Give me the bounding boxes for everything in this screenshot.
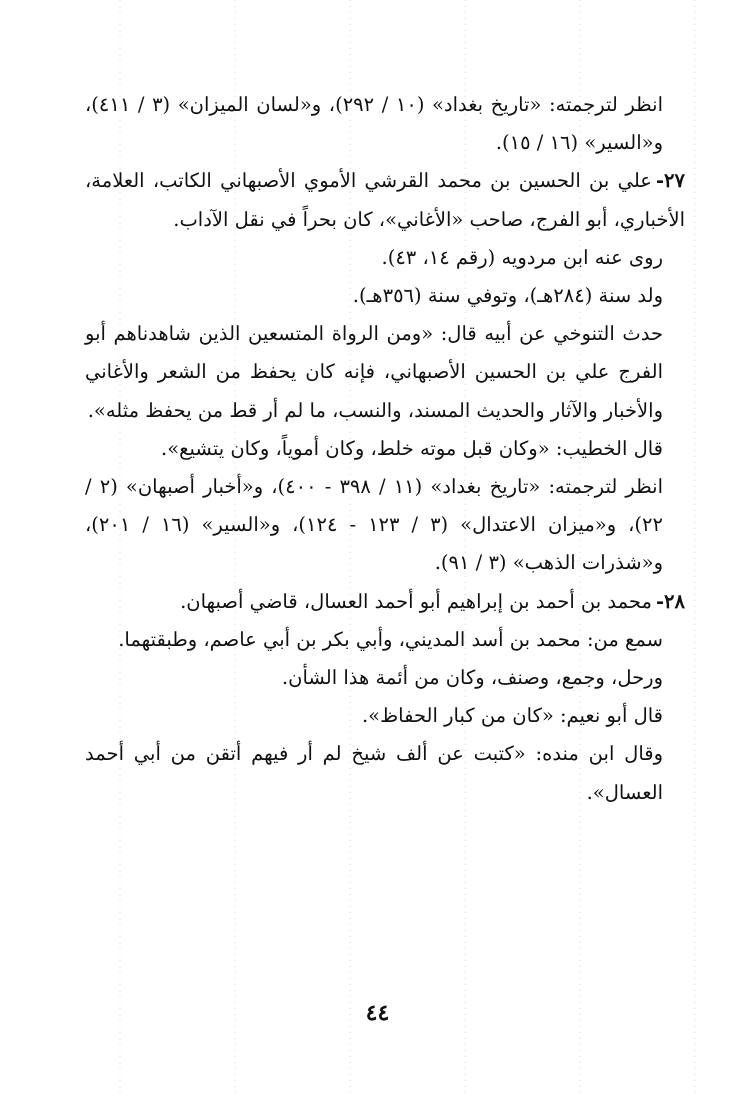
entry-28-body: [85, 621, 685, 812]
entry-27-line-2: ولد سنة (٢٨٤هـ)، وتوفي سنة (٣٥٦هـ).: [352, 284, 663, 308]
reference-line: انظر لترجمته: «تاريخ بغداد» (١٠ / ٢٩٢)، و«لسان الميزان» (٣ / ٤١١)، و«السير» (١٦ / ١٥).: [85, 93, 664, 155]
entry-27-body: [85, 239, 685, 583]
entry-28-number: ٢٨-: [655, 589, 685, 613]
entry-28-line-2: ورحل، وجمع، وصنف، وكان من أئمة هذا الشأن.: [281, 666, 663, 690]
entry-27-number: ٢٧-: [655, 169, 685, 193]
entry-28: [85, 583, 685, 812]
entry-28-line-4: وقال ابن منده: «كتبت عن ألف شيخ لم أر فيهم أتقن من أبي أحمد العسال».: [85, 742, 663, 804]
entry-27-line-3: حدث التنوخي عن أبيه قال: «ومن الرواة المتسعين الذين شاهدناهم أبو الفرج علي بن الحسين الأصبهاني، فإنه كان يحفظ من الشعر والأغاني والأخبار والآثار والحديث المسند، والنسب، ما لم أر قط من يحفظ مثله».: [85, 322, 663, 422]
entry-27-line-5: انظر لترجمته: «تاريخ بغداد» (١١ / ٣٩٨ - ٤٠٠)، و«أخبار أصبهان» (٢ / ٢٢)، و«ميزان الاعتدال» (٣ / ١٢٣ - ١٢٤)، و«السير» (١٦ / ٢٠١)، و«شذرات الذهب» (٣ / ٩١).: [85, 475, 663, 575]
entry-27-line-4: قال الخطيب: «وكان قبل موته خلط، وكان أموياً، وكان يتشيع».: [161, 436, 663, 460]
entry-28-line-1: سمع من: محمد بن أسد المديني، وأبي بكر بن أبي عاصم، وطبقتهما.: [118, 627, 663, 651]
entry-27-line-1: روى عنه ابن مردويه (رقم ١٤، ٤٣).: [381, 245, 663, 269]
page-number: ٤٤: [365, 1000, 390, 1026]
entry-27-header: [85, 162, 685, 238]
entry-27-header-text: علي بن الحسين بن محمد القرشي الأموي الأصبهاني الكاتب، العلامة، الأخباري، أبو الفرج، صاحب «الأغاني»، كان بحراً في نقل الآداب.: [85, 169, 685, 231]
entry-28-header-text: محمد بن أحمد بن إبراهيم أبو أحمد العسال، قاضي أصبهان.: [180, 589, 652, 613]
entry-28-header: [85, 583, 685, 621]
entry-27: [85, 162, 685, 582]
entry-28-line-3: قال أبو نعيم: «كان من كبار الحفاظ».: [361, 704, 663, 728]
reference-paragraph-top: [85, 86, 685, 162]
page-body: [85, 86, 685, 812]
